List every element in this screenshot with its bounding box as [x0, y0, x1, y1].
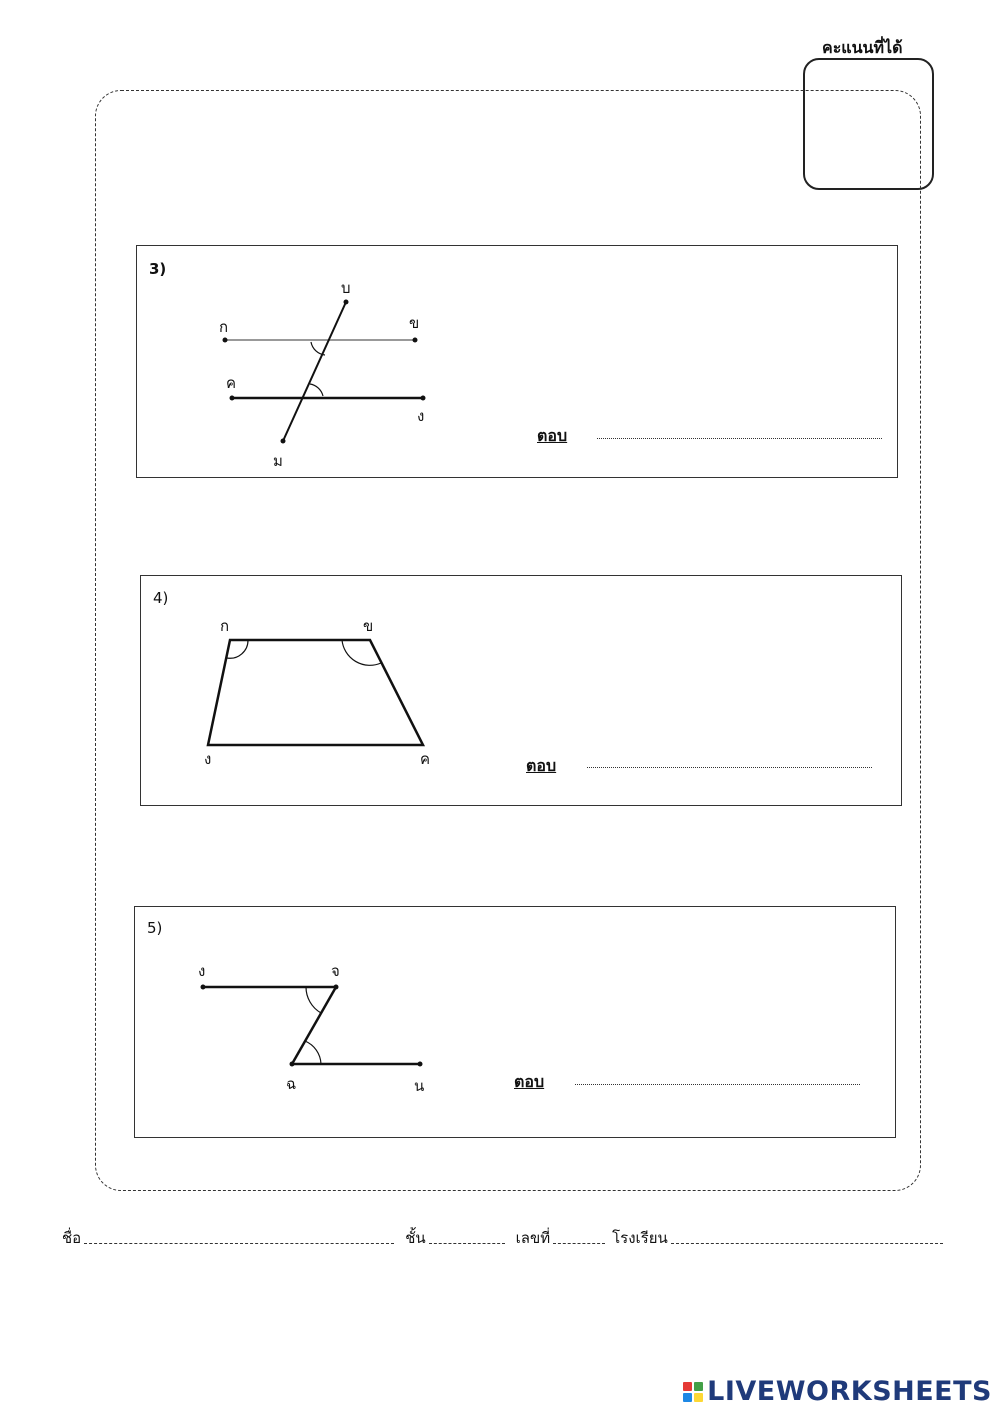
- logo-text: LIVEWORKSHEETS: [707, 1376, 992, 1407]
- answer-input-line[interactable]: [587, 767, 872, 768]
- answer-label: ตอบ: [526, 756, 557, 775]
- point-label: ข: [409, 314, 420, 332]
- point-label: น: [414, 1077, 425, 1095]
- point-label: จ: [331, 962, 340, 980]
- student-info-footer: [62, 1226, 946, 1250]
- class-field[interactable]: [429, 1243, 505, 1244]
- logo-square: [694, 1393, 703, 1402]
- answer-input-line[interactable]: [597, 438, 882, 439]
- question-5-box: [134, 906, 896, 1138]
- logo-square: [683, 1382, 692, 1391]
- question-3-box: [136, 245, 898, 478]
- z-angle-figure: [135, 907, 897, 1139]
- answer-input-line[interactable]: [575, 1084, 860, 1085]
- logo-square: [683, 1393, 692, 1402]
- point-label: บ: [341, 279, 351, 297]
- number-field[interactable]: [553, 1243, 605, 1244]
- name-label: ชื่อ: [62, 1229, 82, 1247]
- point-label: ง: [417, 407, 425, 425]
- logo-mark-icon: [683, 1382, 703, 1402]
- point-label: ก: [219, 318, 229, 336]
- point-label: ง: [204, 750, 212, 768]
- question-4-box: [140, 575, 902, 806]
- trapezoid-figure: [141, 576, 903, 807]
- name-field[interactable]: [84, 1243, 394, 1244]
- school-field[interactable]: [671, 1243, 943, 1244]
- number-label: เลขที่: [515, 1229, 551, 1247]
- point-label: ค: [420, 750, 431, 768]
- liveworksheets-logo: [683, 1376, 992, 1407]
- parallel-lines-transversal-figure: [137, 246, 899, 479]
- point-label: ก: [220, 617, 230, 635]
- answer-label: ตอบ: [514, 1072, 545, 1091]
- question-number: 5): [147, 919, 163, 937]
- question-number: 4): [153, 589, 169, 607]
- question-number: 3): [149, 260, 167, 278]
- logo-square: [694, 1382, 703, 1391]
- point-label: ง: [198, 962, 206, 980]
- score-label: คะแนนที่ได้: [822, 38, 903, 57]
- answer-label: ตอบ: [537, 426, 568, 445]
- point-label: ข: [363, 617, 374, 635]
- school-label: โรงเรียน: [612, 1229, 668, 1247]
- point-label: ค: [226, 374, 237, 392]
- class-label: ชั้น: [405, 1229, 426, 1247]
- point-label: ฉ: [286, 1075, 297, 1093]
- point-label: ม: [273, 452, 283, 470]
